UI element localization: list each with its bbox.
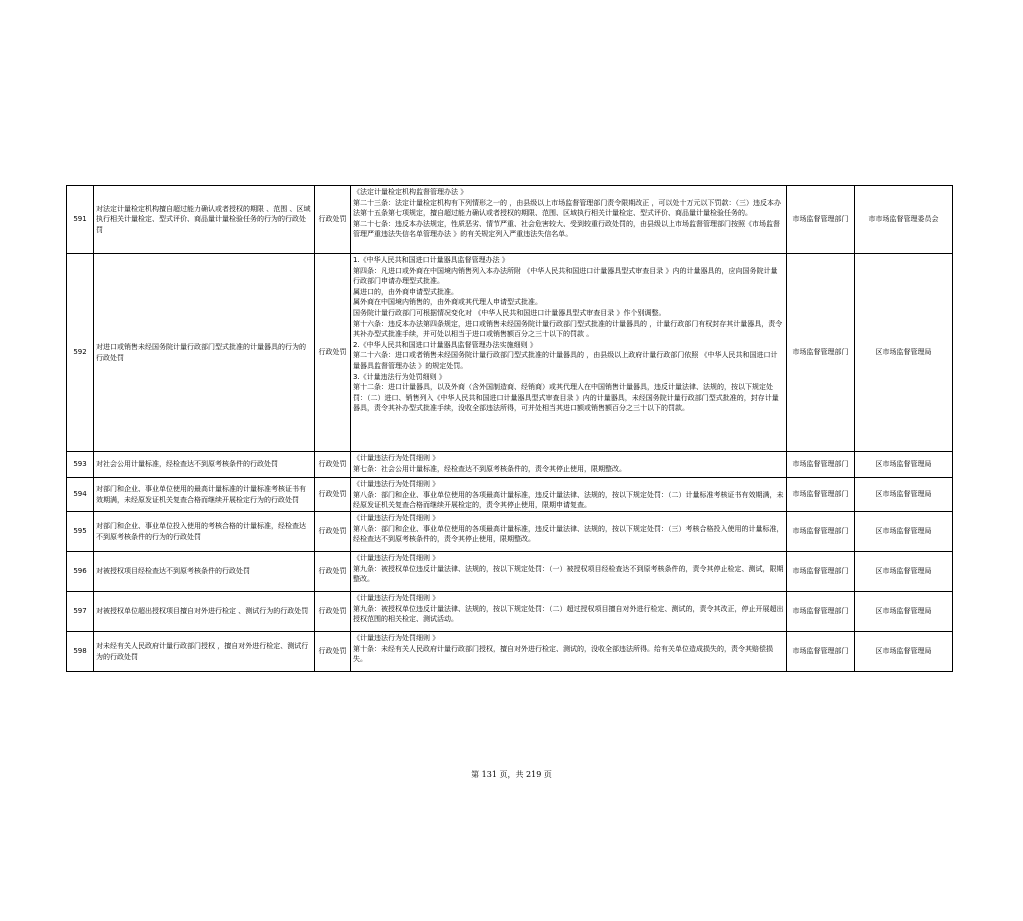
power-type-cell	[315, 186, 351, 254]
implementing-body-cell-text: 区市场监督管理局	[875, 567, 932, 576]
row-number-cell	[67, 512, 94, 552]
table-row	[67, 512, 953, 552]
implementing-body-cell-text: 区市场监督管理局	[875, 348, 932, 357]
power-type-cell-text: 行政处罚	[318, 490, 347, 499]
penalty-item-cell-text: 对进口或销售未经国务院计量行政部门型式批准的计量器具的行为的行政处罚	[96, 342, 306, 362]
power-type-cell	[315, 552, 351, 592]
department-cell	[787, 478, 855, 512]
implementing-body-cell	[855, 254, 953, 452]
penalty-item-cell	[94, 632, 315, 672]
department-cell	[787, 452, 855, 478]
row-number-cell	[67, 478, 94, 512]
implementing-body-cell-text: 区市场监督管理局	[875, 490, 932, 499]
penalty-item-cell	[94, 186, 315, 254]
row-number-cell	[67, 452, 94, 478]
implementing-body-cell	[855, 478, 953, 512]
page-number-footer: 第 131 页，共 219 页	[471, 770, 552, 779]
row-number-cell	[67, 632, 94, 672]
penalty-item-cell-text: 对法定计量检定机构擅自超过能力确认或者授权的期限 、范围 、区域执行相关计量检定、型式评价、商品量计量检验任务的行为的行政处罚	[96, 204, 311, 234]
implementing-body-cell-text: 区市场监督管理局	[875, 647, 932, 656]
table-row	[67, 552, 953, 592]
row-number-cell	[67, 592, 94, 632]
table-row	[67, 254, 953, 452]
row-number-cell-text: 597	[73, 607, 87, 616]
legal-basis-cell	[351, 186, 787, 254]
power-type-cell-text: 行政处罚	[318, 348, 347, 357]
department-cell	[787, 552, 855, 592]
department-cell-text: 市场监督管理部门	[792, 490, 849, 499]
implementing-body-cell	[855, 186, 953, 254]
implementing-body-cell-text: 区市场监督管理局	[875, 607, 932, 616]
implementing-body-cell	[855, 452, 953, 478]
penalty-items-table	[66, 185, 953, 672]
implementing-body-cell	[855, 552, 953, 592]
legal-basis-cell	[351, 592, 787, 632]
department-cell-text: 市场监督管理部门	[792, 527, 849, 536]
power-type-cell	[315, 592, 351, 632]
penalty-item-cell-text: 对社会公用计量标准，经检查达不到原考核条件的行政处罚	[96, 460, 278, 469]
implementing-body-cell	[855, 512, 953, 552]
row-number-cell-text: 596	[73, 567, 87, 576]
legal-basis-cell-text: 《法定计量检定机构监督管理办法 》 第二十三条：法定计量检定机构有下列情形之一的 ，由县级以上市场监督管理部门责令限期改正 ，可以处十万元以下罚款：（三）违反本办法第十五条第七项规定，擅自超过能力确认或者授权的期限、范围、区域执行相关计量检定、型式评价、商品量计量检验任务的。 第二十七条：违反本办法规定，性质恶劣、情节严重、社会危害较大、受到较重行政处罚的，由县级以上市场监督管理部门按照《市场监督管理严重违法失信名单管理办法 》的有关规定列入严重违法失信名单。	[353, 188, 781, 239]
power-type-cell	[315, 512, 351, 552]
penalty-item-cell	[94, 552, 315, 592]
penalty-item-cell	[94, 452, 315, 478]
power-type-cell-text: 行政处罚	[318, 607, 347, 616]
power-type-cell-text: 行政处罚	[318, 215, 347, 224]
department-cell	[787, 254, 855, 452]
table-row	[67, 186, 953, 254]
penalty-item-cell	[94, 254, 315, 452]
row-number-cell-text: 593	[73, 460, 87, 469]
legal-basis-cell	[351, 632, 787, 672]
row-number-cell	[67, 552, 94, 592]
penalty-item-cell	[94, 512, 315, 552]
power-type-cell	[315, 254, 351, 452]
legal-basis-cell	[351, 254, 787, 452]
legal-basis-cell-text: 《计量违法行为处罚细则 》 第九条：被授权单位违反计量法律、法规的，按以下规定处罚：（二）超过授权项目擅自对外进行检定、测试的，责令其改正，停止开展超出授权范围的相关检定、测试活动。	[353, 594, 784, 624]
row-number-cell-text: 594	[73, 490, 87, 499]
penalty-item-cell-text: 对被授权单位超出授权项目擅自对外进行检定 、测试行为的行政处罚	[96, 607, 309, 616]
table-body	[67, 186, 953, 672]
implementing-body-cell-text: 区市场监督管理局	[875, 527, 932, 536]
implementing-body-cell	[855, 632, 953, 672]
row-number-cell-text: 595	[73, 527, 87, 536]
row-number-cell-text: 591	[73, 215, 87, 224]
row-number-cell-text: 598	[73, 647, 87, 656]
department-cell	[787, 592, 855, 632]
table-row	[67, 632, 953, 672]
legal-basis-cell	[351, 512, 787, 552]
penalty-item-cell-text: 对被授权项目经检查达不到原考核条件的行政处罚	[96, 567, 250, 576]
penalty-item-cell-text: 对部门和企业、事业单位投入使用的考核合格的计量标准，经检查达不到原考核条件的行为的行政处罚	[96, 521, 306, 541]
power-type-cell-text: 行政处罚	[318, 527, 347, 536]
implementing-body-cell-text: 市市场监督管理委员会	[868, 215, 939, 224]
implementing-body-cell	[855, 592, 953, 632]
row-number-cell	[67, 186, 94, 254]
department-cell	[787, 512, 855, 552]
department-cell-text: 市场监督管理部门	[792, 460, 849, 469]
department-cell-text: 市场监督管理部门	[792, 567, 849, 576]
department-cell	[787, 632, 855, 672]
row-number-cell-text: 592	[73, 348, 87, 357]
legal-basis-cell-text: 《计量违法行为处罚细则 》 第九条：被授权单位违反计量法律、法规的，按以下规定处罚：（一）被授权项目经检查达不到原考核条件的，责令其停止检定、测试，限期整改。	[353, 554, 784, 584]
table-row	[67, 592, 953, 632]
department-cell	[787, 186, 855, 254]
power-type-cell-text: 行政处罚	[318, 567, 347, 576]
power-type-cell	[315, 478, 351, 512]
power-type-cell	[315, 632, 351, 672]
legal-basis-cell-text: 《计量违法行为处罚细则 》 第十条：未经有关人民政府计量行政部门授权，擅自对外进行检定、测试的，没收全部违法所得。给有关单位造成损失的，责令其赔偿损失。	[353, 634, 773, 664]
table-row	[67, 452, 953, 478]
legal-basis-cell-text: 《计量违法行为处罚细则 》 第七条：社会公用计量标准，经检查达不到原考核条件的，责令其停止使用，限期整改。	[353, 454, 626, 473]
department-cell-text: 市场监督管理部门	[792, 647, 849, 656]
legal-basis-cell-text: 《计量违法行为处罚细则 》 第八条：部门和企业、事业单位使用的各项最高计量标准，违反计量法律、法规的，按以下规定处罚：（三）考核合格投入使用的计量标准，经检查达不到原考核条件的，责令其停止使用，限期整改。	[353, 514, 784, 544]
power-type-cell-text: 行政处罚	[318, 647, 347, 656]
power-type-cell-text: 行政处罚	[318, 460, 347, 469]
legal-basis-cell	[351, 452, 787, 478]
department-cell-text: 市场监督管理部门	[792, 215, 849, 224]
legal-basis-cell	[351, 478, 787, 512]
power-type-cell	[315, 452, 351, 478]
department-cell-text: 市场监督管理部门	[792, 607, 849, 616]
legal-basis-cell-text: 《计量违法行为处罚细则 》 第八条：部门和企业、事业单位使用的各项最高计量标准，违反计量法律、法规的，按以下规定处罚：（二）计量标准考核证书有效期满，未经原发证机关复查合格而继续开展检定的，责令其停止使用，限期申请复查。	[353, 480, 784, 509]
penalty-item-cell-text: 对部门和企业、事业单位使用的最高计量标准的计量标准考核证书有效期满，未经原发证机关复查合格而继续开展检定行为的行政处罚	[96, 484, 306, 504]
penalty-item-cell	[94, 592, 315, 632]
legal-basis-cell	[351, 552, 787, 592]
penalty-item-cell	[94, 478, 315, 512]
department-cell-text: 市场监督管理部门	[792, 348, 849, 357]
penalty-item-cell-text: 对未经有关人民政府计量行政部门授权 ，擅自对外进行检定、测试行为的行政处罚	[96, 641, 309, 661]
table-row	[67, 478, 953, 512]
implementing-body-cell-text: 区市场监督管理局	[875, 460, 932, 469]
legal-basis-cell-text: 1.《中华人民共和国进口计量器具监督管理办法 》 第四条：凡进口或外商在中国境内销售列入本办法所附 《中华人民共和国进口计量器具型式审查目录 》内的计量器具的，应向国务院计量行政部门申请办理型式批准。 属进口的，由外商申请型式批准。 属外商在中国境内销售的，由外商或其代理人申请型式批准。 国务院计量行政部门可根据情况变化对 《中华人民共和国进口计量器具型式审查目录 》作个别调整。 第十六条：违反本办法第四条规定，进口或销售未经国务院计量行政部门型式批准的计量器具的 ，计量行政部门有权封存其计量器具，责令其补办型式批准手续，并可处以相当于进口或销售额百分之三十以下的罚款 。 2.《中华人民共和国进口计量器具监督管理办法实施细则 》 第二十六条：进口或者销售未经国务院计量行政部门型式批准的计量器具的 ，由县级以上政府计量行政部门依照 《中华人民共和国进口计量器具监督管理办法 》的规定处罚。 3.《计量违法行为处罚细则 》 第十二条：进口计量器具，以及外商（含外国制造商、经销商）或其代理人在中国销售计量器具，违反计量法律、法规的，按以下规定处罚：（二）进口、销售列入《中华人民共和国进口计量器具型式审查目录 》内的计量器具，未经国务院计量行政部门型式批准的，封存计量器具，责令其补办型式批准手续，没收全部违法所得，可并处相当其进口额或销售额百分之三十以下的罚款。	[353, 256, 783, 413]
row-number-cell	[67, 254, 94, 452]
